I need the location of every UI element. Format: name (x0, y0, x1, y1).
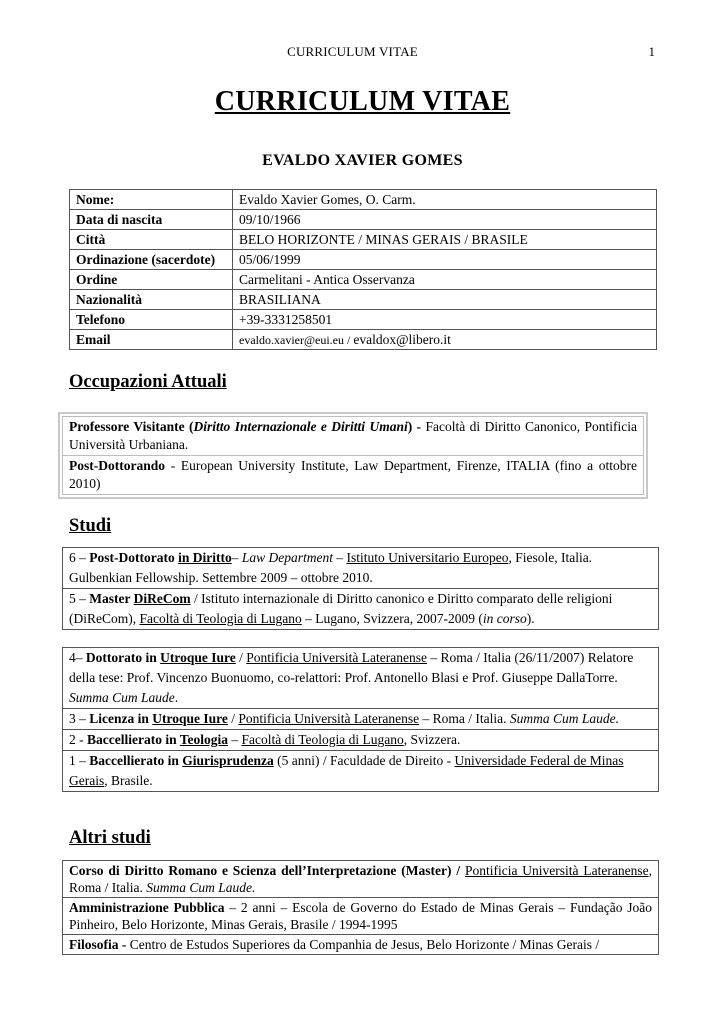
table-row (70, 210, 657, 230)
running-header-title: CURRICULUM VITAE (287, 44, 418, 59)
section-heading-studi: Studi (69, 516, 112, 536)
list-item: 2 - Baccellierato in Teologia – Facoltà di Teologia di Lugano, Svizzera. (63, 729, 658, 750)
occupazioni-box (58, 412, 648, 499)
table-row (70, 270, 657, 290)
info-label: Email (70, 330, 233, 350)
info-value: 05/06/1999 (233, 250, 657, 270)
altri-studi-box (62, 860, 659, 955)
table-row (70, 250, 657, 270)
document-title: CURRICULUM VITAE (214, 86, 511, 117)
list-item: Corso di Diritto Romano e Scienza dell’Interpretazione (Master) / Pontificia Università Lateranense, Roma / Italia. Summa Cum Laude. (69, 863, 652, 895)
section-heading-altri-studi: Altri studi (69, 828, 151, 848)
info-label: Nome (76, 191, 110, 207)
studi-box-1 (62, 547, 659, 630)
info-value: +39-3331258501 (233, 310, 657, 330)
list-item: 5 – Master DiReCom / Istituto internazionale di Diritto canonico e Diritto comparato delle religioni (DiReCom), Facoltà di Teologia di Lugano – Lugano, Svizzera, 2007-2009 (in corso). (63, 588, 658, 629)
list-item: 6 – Post-Dottorato in Diritto– Law Department – Istituto Universitario Europeo, Fiesole, Italia. Gulbenkian Fellowship. Settembre 2009 – ottobre 2010. (69, 550, 593, 585)
list-item: 4– Dottorato in Utroque Iure / Pontificia Università Lateranense – Roma / Italia (26/11/2007) Relatore della tese: Prof. Vincenzo Buonuomo, co-relattori: Prof. Antonello Blasi e Prof. Giuseppe DallaTorre. Summa Cum Laude. (69, 650, 634, 705)
info-label: Nazionalità (70, 290, 233, 310)
table-row (70, 310, 657, 330)
list-item: Professore Visitante (Diritto Internazionale e Diritti Umani) - Facoltà di Diritto Canonico, Pontificia Università Urbaniana. (62, 416, 644, 456)
running-header (0, 44, 725, 62)
list-item: 1 – Baccellierato in Giurisprudenza (5 anni) / Faculdade de Direito - Universidade Federal de Minas Gerais, Brasile. (63, 750, 658, 791)
table-row (70, 330, 657, 350)
table-row: Nome: Evaldo Xavier Gomes, O. Carm. (70, 190, 657, 210)
email-value: evaldo.xavier@eui.eu / evaldox@libero.it (233, 330, 657, 350)
info-value: BRASILIANA (233, 290, 657, 310)
page-number: 1 (648, 44, 655, 59)
list-item: Filosofia - Centro de Estudos Superiores da Companhia de Jesus, Belo Horizonte / Minas Gerais / (63, 934, 658, 954)
list-item: 3 – Licenza in Utroque Iure / Pontificia Università Lateranense – Roma / Italia. Summa Cum Laude. (63, 708, 658, 729)
info-label: Data di nascita (70, 210, 233, 230)
info-value: Carmelitani - Antica Osservanza (233, 270, 657, 290)
personal-info-table (69, 189, 657, 350)
info-label: Città (70, 230, 233, 250)
studi-box-2 (62, 647, 659, 792)
person-name: EVALDO XAVIER GOMES (262, 152, 463, 169)
list-item: Post-Dottorando - European University Institute, Law Department, Firenze, ITALIA (fino a ottobre 2010) (62, 456, 644, 495)
list-item: Amministrazione Pubblica – 2 anni – Escola de Governo do Estado de Minas Gerais – Fundação João Pinheiro, Belo Horizonte, Minas Gerais, Brasile / 1994-1995 (63, 897, 658, 934)
info-label: Ordinazione (sacerdote) (70, 250, 233, 270)
info-value: BELO HORIZONTE / MINAS GERAIS / BRASILE (233, 230, 657, 250)
info-label: Ordine (70, 270, 233, 290)
section-heading-occupazioni: Occupazioni Attuali (69, 372, 227, 392)
info-value: 09/10/1966 (233, 210, 657, 230)
info-label: Telefono (70, 310, 233, 330)
table-row (70, 290, 657, 310)
email-link[interactable]: evaldox@libero.it (353, 331, 451, 347)
info-value: Evaldo Xavier Gomes, O. Carm. (233, 190, 657, 210)
email-link[interactable]: evaldo.xavier@eui.eu (239, 332, 345, 347)
table-row (70, 230, 657, 250)
